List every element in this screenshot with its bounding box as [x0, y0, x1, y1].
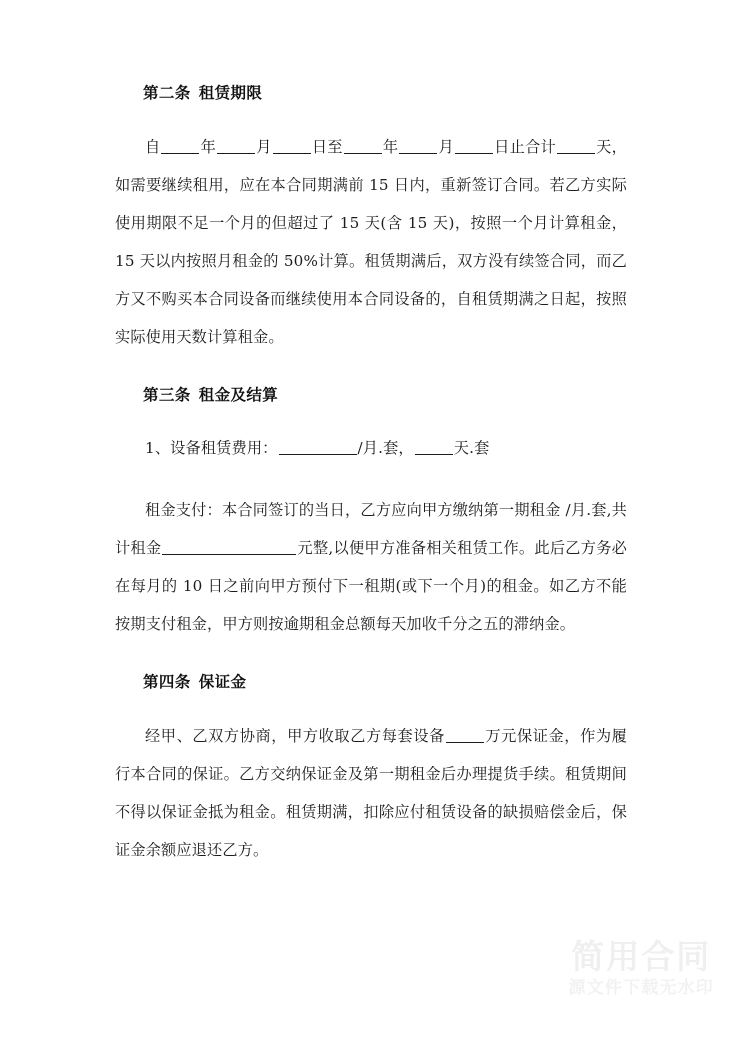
section-heading-article-4 — [115, 675, 627, 691]
section-heading-number: 第三条 — [143, 385, 191, 404]
section-heading-title: 租金及结算 — [198, 385, 279, 404]
text-run: 1、设备租赁费用： — [145, 439, 278, 457]
blank-field-end-month[interactable] — [399, 138, 437, 153]
spacer — [115, 467, 627, 491]
text-run: 万元保证金，作为履行本合同的保证。乙方交纳保证金及第一期租金后办理提货手续。租赁期间不得以保证金抵为租金。租赁期满，扣除应付租赁设备的缺损赔偿金后，保证金余额应退还乙方。 — [115, 726, 627, 859]
spacer — [115, 356, 627, 388]
paragraph-article-2-term — [115, 128, 627, 356]
blank-field-start-month[interactable] — [217, 138, 255, 153]
watermark-brand-text: 简用合同 — [571, 936, 712, 976]
paragraph-article-3-payment — [115, 491, 627, 643]
blank-field-deposit-amount[interactable] — [446, 727, 484, 742]
text-run: 年 — [200, 137, 217, 156]
document-body — [115, 86, 627, 869]
spacer — [115, 643, 627, 675]
text-run: 经甲、乙双方协商，甲方收取乙方每套设备 — [145, 726, 445, 745]
section-heading-title: 保证金 — [198, 673, 247, 691]
blank-field-end-year[interactable] — [344, 138, 382, 153]
blank-field-start-year[interactable] — [161, 138, 199, 153]
blank-field-total-days[interactable] — [557, 138, 595, 153]
section-heading-title: 租赁期限 — [198, 84, 263, 102]
spacer — [115, 691, 627, 717]
paragraph-article-3-item-1 — [115, 429, 627, 467]
section-heading-number: 第二条 — [143, 84, 191, 102]
text-run: 租金支付：本合同签订的当日，乙方应向甲方缴纳第一期租金 /月.套,共计租金 — [115, 501, 627, 557]
text-run: 自 — [145, 137, 161, 156]
blank-field-start-day[interactable] — [273, 138, 311, 153]
section-heading-article-3 — [115, 385, 627, 404]
section-heading-article-2 — [115, 86, 627, 102]
text-run: 月 — [256, 137, 272, 156]
watermark — [568, 938, 714, 1001]
blank-field-daily-rent[interactable] — [415, 440, 453, 455]
text-run: 天.套 — [453, 439, 490, 457]
text-run: 天，如需要继续租用，应在本合同期满前 15 日内，重新签订合同。若乙方实际使用期限不足一个月的但超过了 15 天(含 15 天)，按照一个月计算租金，15 天以内按照月租金的 50%计算。租赁期满后，双方没有续签合同，而乙方又不购买本合同设备而继续使用本合同设备的，自租赁期满之日起，按照实际使用天数计算租金。 — [115, 137, 627, 346]
blank-field-end-day[interactable] — [455, 138, 493, 153]
text-run: 年 — [382, 137, 399, 156]
text-run: 日止合计 — [494, 137, 557, 156]
text-run: 日至 — [311, 137, 343, 156]
text-run: /月.套， — [357, 439, 414, 457]
watermark-subtitle-text: 源文件下载无水印 — [568, 977, 714, 998]
text-run: 元整,以便甲方准备相关租赁工作。此后乙方务必在每月的 10 日之前向甲方预付下一租期(或下一个月)的租金。如乙方不能按期支付租金，甲方则按逾期租金总额每天加收千分之五的滞纳金。 — [115, 539, 627, 633]
text-run: 月 — [438, 137, 454, 156]
section-heading-number: 第四条 — [143, 673, 191, 691]
blank-field-total-rent-amount[interactable] — [162, 540, 296, 555]
spacer — [115, 102, 627, 128]
spacer — [115, 403, 627, 429]
blank-field-monthly-rent[interactable] — [279, 440, 357, 455]
paragraph-article-4-deposit — [115, 717, 627, 869]
